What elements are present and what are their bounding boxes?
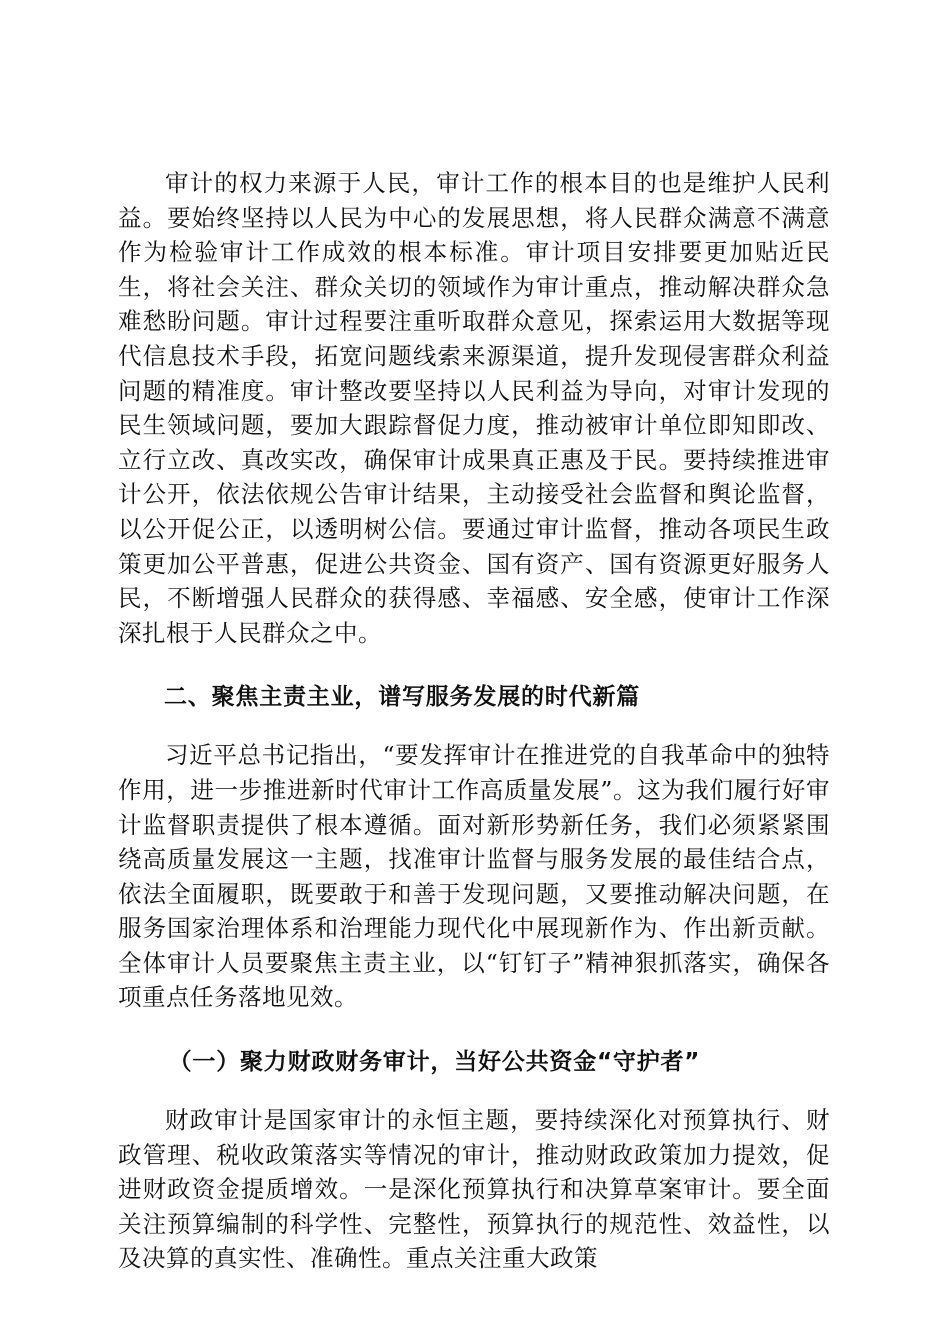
paragraph-spacer: [118, 1015, 830, 1045]
body-paragraph-fiscal-audit: 财政审计是国家审计的永恒主题，要持续深化对预算执行、财政管理、税收政策落实等情况的审计，推动财政政策加力提效，促进财政资金提质增效。一是深化预算执行和决算草案审计。要全面关注预算编制的科学性、完整性，预算执行的规范性、效益性，以及决算的真实性、准确性。重点关注重大政策: [118, 1106, 830, 1273]
paragraph-spacer: [118, 650, 830, 680]
subsection-heading-1: （一）聚力财政财务审计，当好公共资金“守护者”: [168, 1049, 701, 1076]
body-paragraph-people-interest: 审计的权力来源于人民，审计工作的根本目的也是维护人民利益。要始终坚持以人民为中心的发展思想，将人民群众满意不满意作为检验审计工作成效的根本标准。审计项目安排要更加贴近民生，将社会关注、群众关切的领域作为审计重点，推动解决群众急难愁盼问题。审计过程要注重听取群众意见，探索运用大数据等现代信息技术手段，拓宽问题线索来源渠道，提升发现侵害群众利益问题的精准度。审计整改要坚持以人民利益为导向，对审计发现的民生领域问题，要加大跟踪督促力度，推动被审计单位即知即改、立行立改、真改实改，确保审计成果真正惠及于民。要持续推进审计公开，依法依规公告审计结果，主动接受社会监督和舆论监督，以公开促公正，以透明树公信。要通过审计监督，推动各项民生政策更加公平普惠，促进公共资金、国有资产、国有资源更好服务人民，不断增强人民群众的获得感、幸福感、安全感，使审计工作深深扎根于人民群众之中。: [118, 169, 830, 647]
document-page: [118, 166, 830, 1276]
heading-spacer: [118, 714, 830, 738]
body-paragraph-main-duty: 习近平总书记指出，“要发挥审计在推进党的自我革命中的独特作用，进一步推进新时代审计工作高质量发展”。这为我们履行好审计监督职责提供了根本遵循。面对新形势新任务，我们必须紧紧围绕高质量发展这一主题，找准审计监督与服务发展的最佳结合点，依法全面履职，既要敢于和善于发现问题，又要推动解决问题，在服务国家治理体系和治理能力现代化中展现新作为、作出新贡献。全体审计人员要聚焦主责主业，以“钉钉子”精神狠抓落实，确保各项重点任务落地见效。: [118, 741, 830, 1012]
section-heading-2: 二、聚焦主责主业，谱写服务发展的时代新篇: [164, 684, 640, 711]
heading-spacer: [118, 1079, 830, 1103]
